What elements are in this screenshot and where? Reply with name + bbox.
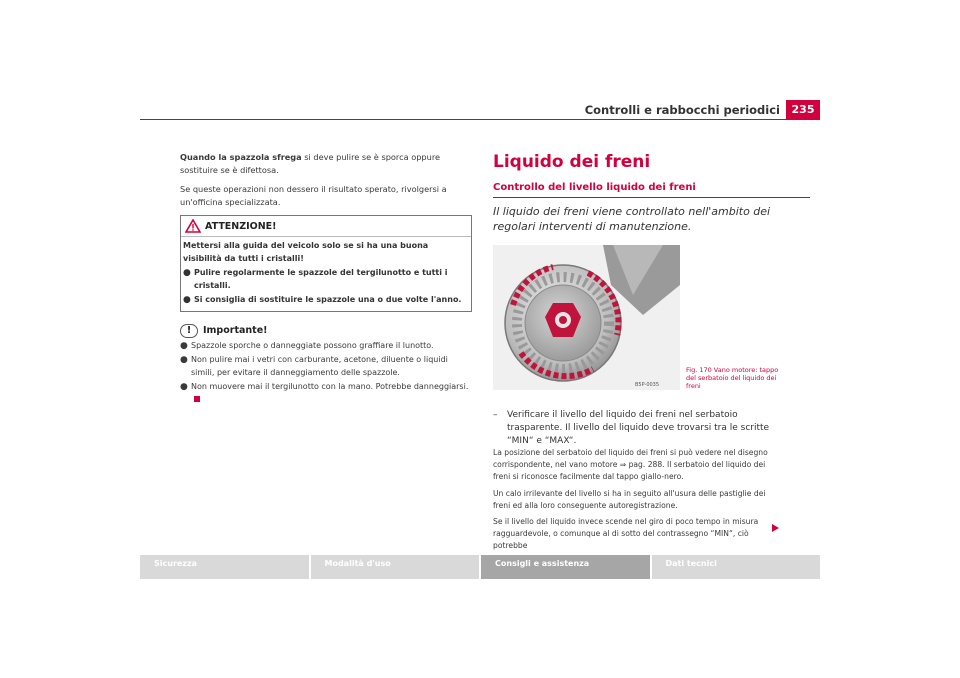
subsection-heading: Controllo del livello liquido dei freni	[493, 181, 810, 198]
important-bullet-text: Non muovere mai il tergilunotto con la mano. Potrebbe danneggiarsi.	[191, 382, 469, 391]
header-title: Controlli e rabbocchi periodici	[584, 103, 780, 117]
exclamation-icon: !	[180, 324, 198, 338]
dash-item-text: Verificare il livello del liquido dei freni nel serbatoio trasparente. Il livello del liquido deve trovarsi tra le scritte “MIN“ e “MAX“.	[507, 410, 770, 446]
bullet-icon: ●	[180, 355, 188, 365]
section-end-icon	[194, 396, 200, 402]
warning-text: Mettersi alla guida del veicolo solo se si ha una buona visibilità da tutti i cristalli!	[183, 241, 429, 263]
list-item	[183, 294, 467, 307]
list-item	[493, 409, 793, 448]
bullet-icon: ●	[183, 295, 191, 305]
important-body	[180, 340, 472, 407]
bullet-icon: ●	[180, 340, 188, 351]
paragraph: Un calo irrilevante del livello si ha in seguito all'usura delle pastiglie dei freni ed alla loro conseguente autoregistrazione.	[493, 488, 766, 510]
list-item	[180, 340, 472, 353]
continue-arrow-icon	[772, 524, 779, 532]
header-rule	[140, 119, 820, 120]
footer-nav	[140, 555, 820, 579]
left-column	[180, 151, 472, 408]
important-bullet-text: Spazzole sporche o danneggiate possono graffiare il lunotto.	[191, 340, 434, 350]
list-item	[180, 354, 472, 379]
tab-consigli-assistenza[interactable]: Consigli e assistenza	[481, 555, 650, 579]
paragraph-wiper	[180, 151, 472, 177]
tab-modalita-uso[interactable]: Modalità d'uso	[311, 555, 480, 579]
warning-title: ATTENZIONE!	[205, 220, 277, 232]
important-bullet-text: Non pulire mai i vetri con carburante, acetone, diluente o liquidi simili, per evitare il danneggiamento delle spazzole.	[191, 355, 448, 377]
tab-dati-tecnici[interactable]: Dati tecnici	[652, 555, 821, 579]
right-column	[493, 151, 823, 234]
important-title: Importante!	[203, 325, 268, 336]
warning-bullet-text: Si consiglia di sostituire le spazzole una o due volte l'anno.	[194, 295, 462, 304]
paragraph: La posizione del serbatoio del liquido dei freni si può vedere nel disegno corrispondente, nel vano motore ⇒ pag. 288. Il serbatoio del liquido dei freni si riconosce facilmente dal tappo giallo-nero.	[493, 448, 768, 482]
paragraph-workshop: Se queste operazioni non dessero il risultato sperato, rivolgersi a un'officina specializzata.	[180, 184, 447, 207]
bullet-icon: ●	[180, 382, 188, 392]
body-text	[493, 447, 775, 557]
page-number: 235	[786, 100, 820, 119]
bullet-icon: ●	[183, 268, 191, 278]
warning-bullet-text: Pulire regolarmente le spazzole del tergilunotto e tutti i cristalli.	[194, 268, 448, 290]
figure-code: B5P-0035	[635, 382, 660, 388]
section-heading: Liquido dei freni	[493, 152, 651, 172]
warning-box	[180, 215, 472, 312]
warning-triangle-icon	[185, 219, 201, 233]
important-header	[180, 324, 472, 338]
dash-icon: –	[493, 410, 498, 420]
list-item	[180, 381, 472, 406]
paragraph: Se il livello del liquido invece scende nel giro di poco tempo in misura ragguardevole, o comunque al di sotto del contrassegno “MIN“, ciò potrebbe	[493, 517, 759, 551]
intro-text: Il liquido dei freni viene controllato nell'ambito dei regolari interventi di manutenzione.	[493, 205, 771, 233]
paragraph-rest: si deve pulire se è sporca oppure sostituire se è difettosa.	[180, 152, 441, 175]
brake-fluid-cap-image	[493, 245, 680, 390]
figure-caption: Fig. 170 Vano motore: tappo del serbatoio del liquido dei freni	[686, 366, 779, 390]
paragraph-lead: Quando la spazzola sfrega	[180, 152, 302, 162]
list-item	[183, 267, 467, 292]
tab-sicurezza[interactable]: Sicurezza	[140, 555, 309, 579]
